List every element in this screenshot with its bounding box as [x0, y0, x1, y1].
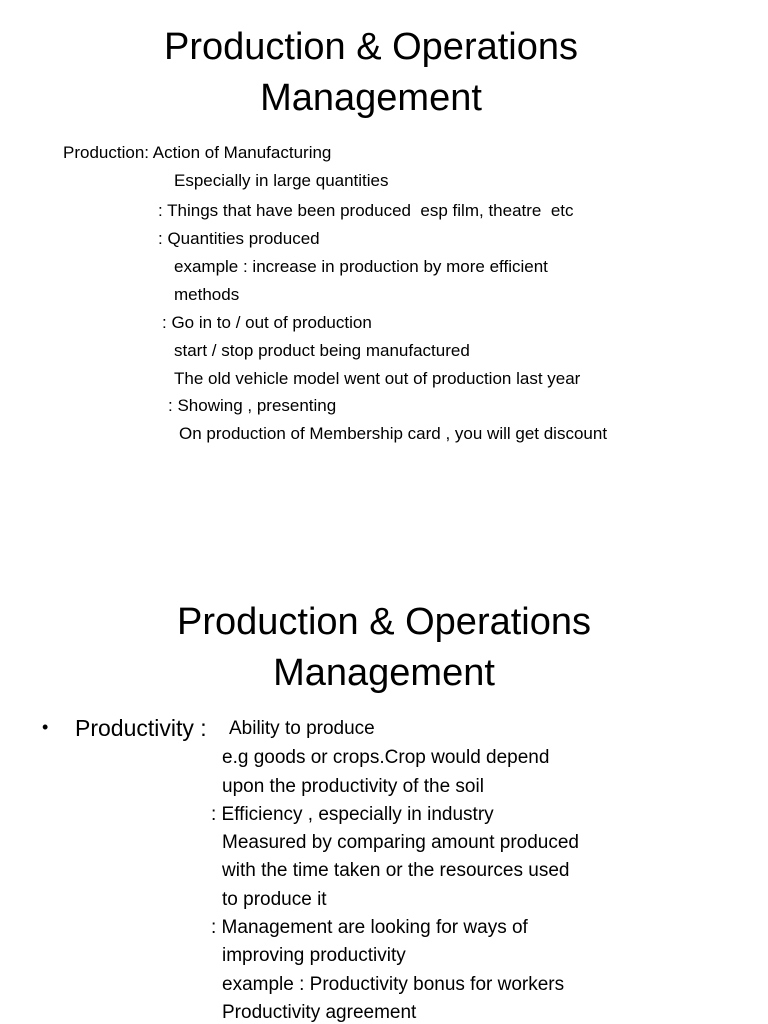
slide-2-definition-line: to produce it — [222, 889, 327, 910]
slide-1-definition-line: On production of Membership card , you will get discount — [179, 424, 608, 443]
slide-1-title-line-1: Production & Operations — [163, 26, 578, 68]
slide-1-definition-line: The old vehicle model went out of production last year — [174, 369, 581, 388]
slide-2-title-line-1: Production & Operations — [176, 601, 591, 643]
slide-1-definition-line: start / stop product being manufactured — [174, 341, 470, 360]
slide-2-definition-line: : Management are looking for ways of — [211, 917, 528, 938]
slide-1-definition-line: Production: Action of Manufacturing — [63, 143, 332, 162]
bullet-icon: • — [42, 717, 49, 737]
slide-2-definition-line: upon the productivity of the soil — [222, 776, 484, 797]
slide-1-definition-line: example : increase in production by more efficient — [174, 257, 548, 276]
slide-1-title — [0, 22, 755, 124]
slide-2-definition-line: e.g goods or crops.Crop would depend — [222, 747, 550, 768]
slide-1-definition-line: methods — [174, 285, 240, 304]
slide-2-title — [0, 597, 768, 699]
slide-1-definition-line: : Go in to / out of production — [162, 313, 372, 332]
productivity-term: Productivity : — [75, 715, 214, 741]
slide-2-definition-line: Ability to produce — [229, 718, 375, 739]
slide-1-definition-line: Especially in large quantities — [174, 171, 389, 190]
slide-2-definition-line: Measured by comparing amount produced — [222, 832, 579, 853]
slide-1-definition-line: : Things that have been produced esp film, theatre etc — [158, 201, 574, 220]
slide-2-definition-line: Productivity agreement — [222, 1002, 417, 1023]
slide-2-definition-line: improving productivity — [222, 945, 406, 966]
slide-2-title-line-2: Management — [273, 652, 495, 694]
slide-2-definition-line: : Efficiency , especially in industry — [211, 804, 494, 825]
slide-2-definition-line: example : Productivity bonus for workers — [222, 974, 565, 995]
slide-1-definition-line: : Quantities produced — [158, 229, 320, 248]
slide-2-definition-line: with the time taken or the resources used — [222, 860, 570, 881]
slide-1-definition-line: : Showing , presenting — [168, 396, 337, 415]
slide-1-title-line-2: Management — [260, 77, 482, 119]
